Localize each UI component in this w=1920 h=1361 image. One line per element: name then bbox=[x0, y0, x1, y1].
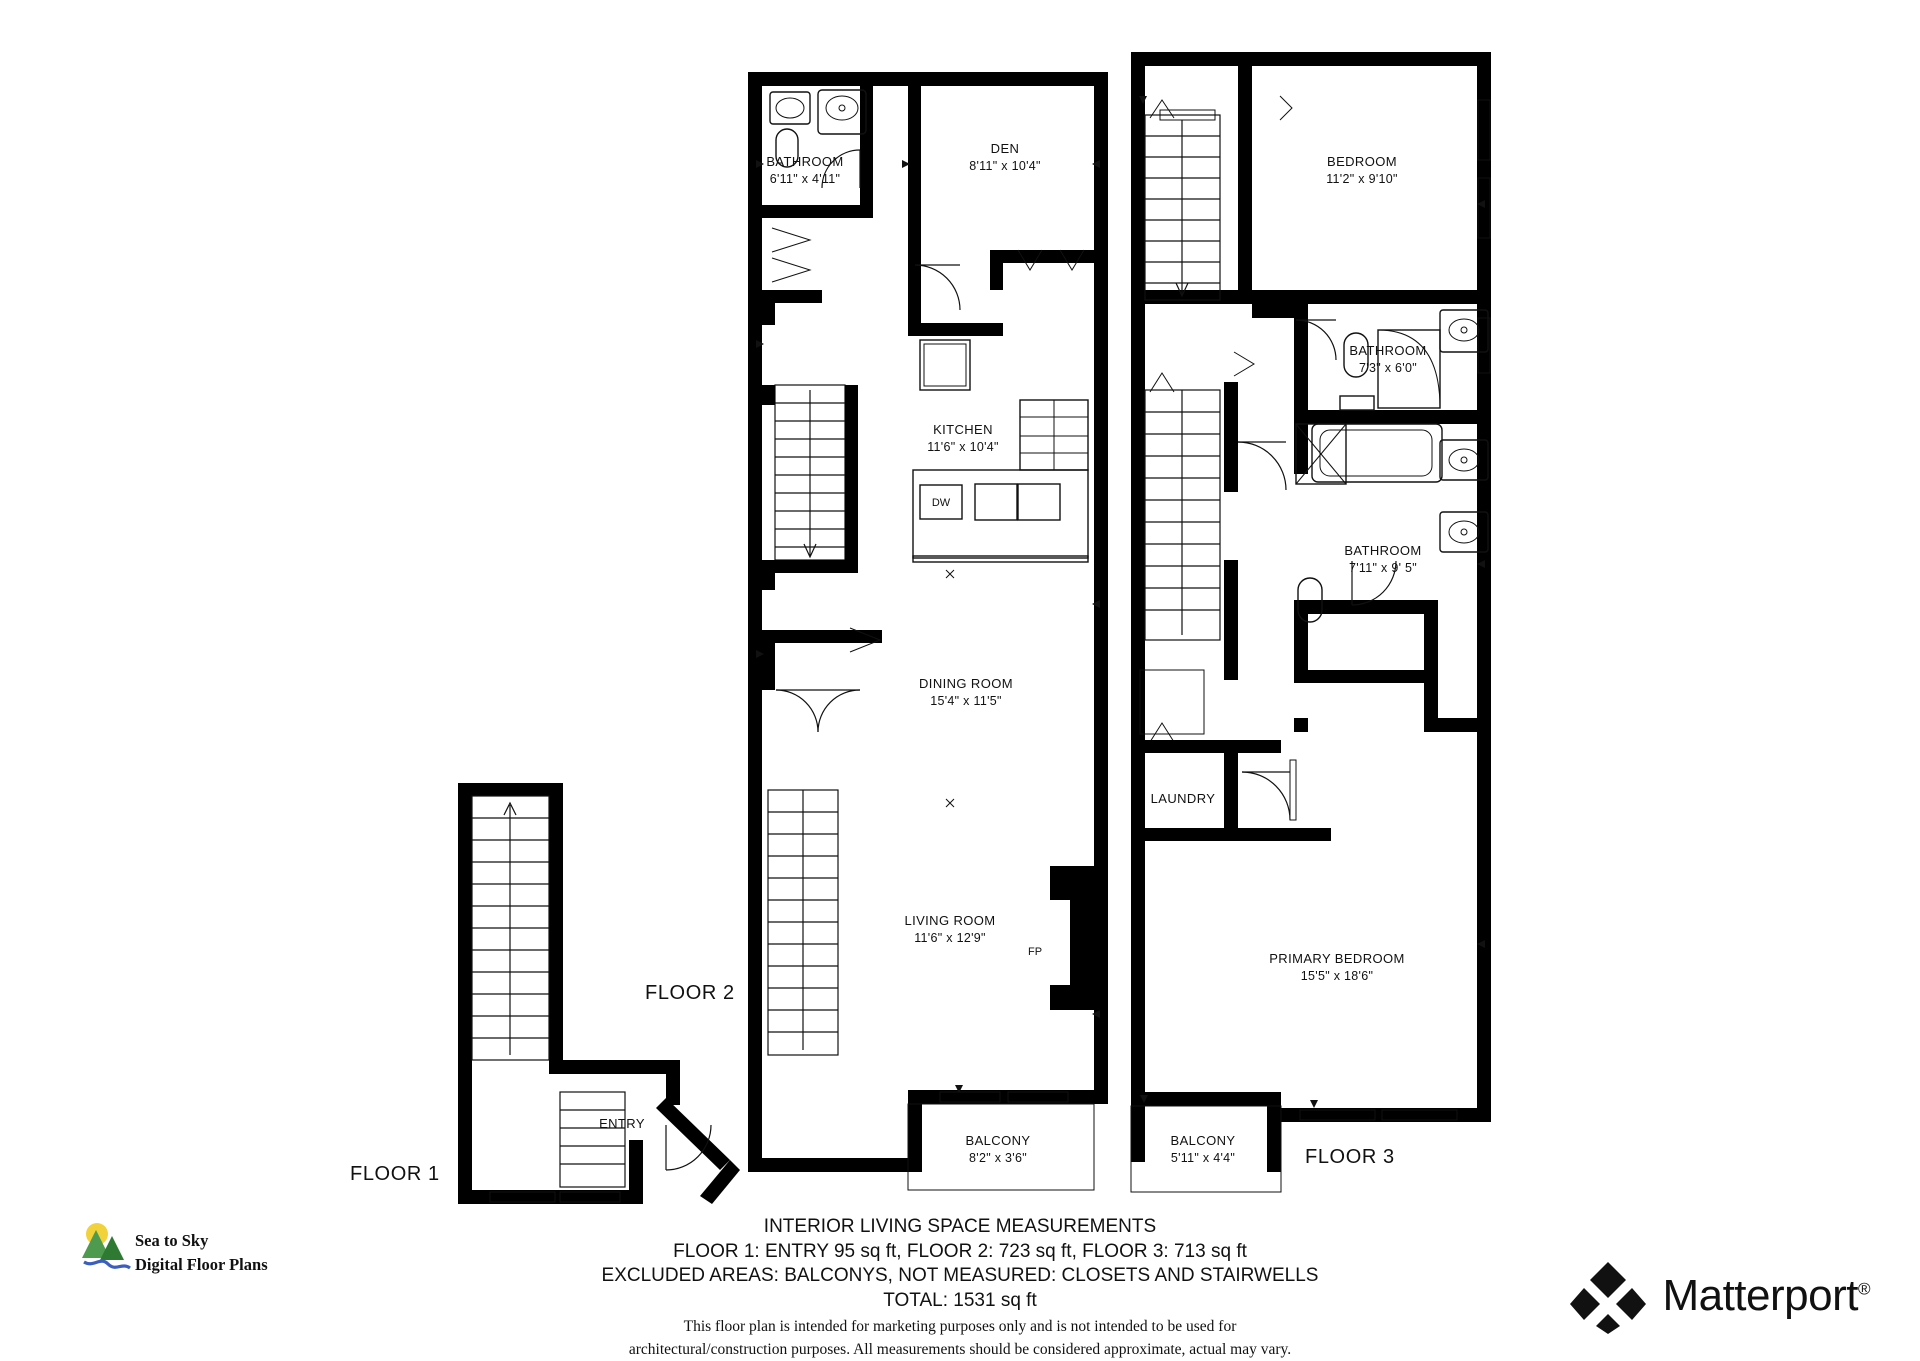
dim-living: 11'6" x 12'9" bbox=[914, 931, 986, 945]
sink-basin-1 bbox=[975, 484, 1017, 520]
f3-partition bbox=[1290, 760, 1296, 820]
f1-wall-mid bbox=[549, 1060, 679, 1074]
f1-wall-stair-right bbox=[549, 783, 563, 1073]
brand-line-1: Sea to Sky bbox=[135, 1231, 209, 1250]
dim-balcony-f2: 8'2" x 3'6" bbox=[969, 1151, 1027, 1165]
measurement-line-2: FLOOR 1: ENTRY 95 sq ft, FLOOR 2: 723 sq ft, FLOOR 3: 713 sq ft bbox=[673, 1240, 1247, 1262]
f3-balcony-wall bbox=[1267, 1092, 1281, 1172]
label-bathroom-f2: BATHROOM bbox=[766, 154, 844, 169]
measurement-line-4: TOTAL: 1531 sq ft bbox=[883, 1289, 1037, 1311]
label-floor2: FLOOR 2 bbox=[645, 982, 735, 1004]
dim-balcony-f3: 5'11" x 4'4" bbox=[1170, 1151, 1236, 1165]
f2-den-wall-bottom2 bbox=[990, 250, 1108, 263]
f2-left-jog-4 bbox=[762, 630, 882, 643]
sink-small-a bbox=[1340, 396, 1374, 410]
label-fireplace: FP bbox=[1027, 946, 1043, 958]
label-living: LIVING ROOM bbox=[904, 913, 996, 928]
f3-bathA-wall-bottom bbox=[1294, 410, 1491, 424]
dim-kitchen: 11'6" x 10'4" bbox=[927, 440, 999, 454]
counter-edge bbox=[913, 556, 1088, 562]
brand-line-2: Digital Floor Plans bbox=[135, 1255, 268, 1274]
sink-basin-2 bbox=[1018, 484, 1060, 520]
disclaimer-line-1: This floor plan is intended for marketing purposes only and is not intended to be used for bbox=[683, 1318, 1237, 1335]
f2-left-jog-2 bbox=[762, 290, 822, 303]
label-laundry: LAUNDRY bbox=[1150, 791, 1216, 806]
f3-laundry-wall-right bbox=[1224, 740, 1238, 828]
label-entry: ENTRY bbox=[599, 1116, 645, 1131]
f1-wall-right-lower bbox=[629, 1140, 643, 1204]
floor3-group bbox=[1131, 52, 1491, 1192]
f3-wall-right bbox=[1477, 52, 1491, 1122]
dim-dining: 15'4" x 11'5" bbox=[930, 694, 1002, 708]
label-dishwasher: DW bbox=[931, 497, 951, 509]
f2-wall-bottom-left bbox=[748, 1158, 908, 1172]
kitchen-island bbox=[913, 470, 1088, 558]
f3-bathB-wall-bottom bbox=[1294, 600, 1424, 614]
vanity-icon bbox=[818, 90, 866, 134]
f3-bedroom-wall-right bbox=[1238, 66, 1252, 304]
f3-laundry-wall-bottom bbox=[1131, 740, 1281, 753]
f2-bath-wall-bottom bbox=[762, 205, 872, 218]
f2-stair-wall-a bbox=[762, 385, 775, 405]
f1-entry-angle bbox=[656, 1098, 740, 1204]
registered-mark: ® bbox=[1857, 1279, 1870, 1299]
label-bathroom-f3-b: BATHROOM bbox=[1344, 543, 1422, 558]
f3-bedroom-wall-bottom bbox=[1131, 290, 1251, 304]
f1-wall-left bbox=[458, 783, 472, 1203]
f2-den-wall-left2 bbox=[908, 250, 921, 336]
sea-to-sky-logo bbox=[78, 1218, 338, 1298]
f3-wall-h3 bbox=[1294, 670, 1424, 683]
f3-bathA-wall-left bbox=[1294, 304, 1308, 424]
label-dining: DINING ROOM bbox=[919, 676, 1013, 691]
f3-staircase-lower bbox=[1145, 373, 1220, 742]
matterport-wordmark: Matterport bbox=[1662, 1271, 1858, 1320]
label-balcony-f3: BALCONY bbox=[1170, 1133, 1236, 1148]
floor2-group bbox=[645, 72, 1108, 1190]
f3-stair-wall-r bbox=[1224, 382, 1238, 492]
f2-wall-top bbox=[748, 72, 1108, 86]
f2-left-jog-6 bbox=[762, 630, 775, 690]
f3-wall-nub bbox=[1294, 718, 1308, 732]
f3-stair-wall-r2 bbox=[1224, 560, 1238, 680]
f1-wall-right-upper bbox=[666, 1060, 680, 1105]
f3-wall-top bbox=[1131, 52, 1491, 66]
f3-wall-h1 bbox=[1252, 290, 1491, 304]
matterport-logo bbox=[1570, 1258, 1870, 1334]
dim-bathroom-f3-a: 7'3" x 6'0" bbox=[1359, 361, 1417, 375]
f2-den-wall-bottom bbox=[908, 323, 1003, 336]
label-den: DEN bbox=[990, 141, 1020, 156]
label-primary: PRIMARY BEDROOM bbox=[1269, 951, 1405, 966]
f3-bathA-fixtures bbox=[1296, 310, 1488, 410]
f3-wall-bot-left bbox=[1131, 1092, 1281, 1106]
f2-wall-left bbox=[748, 72, 762, 1172]
label-balcony-f2: BALCONY bbox=[965, 1133, 1031, 1148]
label-bedroom: BEDROOM bbox=[1327, 154, 1397, 169]
dim-bathroom-f2: 6'11" x 4'11" bbox=[769, 172, 841, 186]
f3-wall-left bbox=[1131, 52, 1145, 1162]
label-floor1: FLOOR 1 bbox=[350, 1163, 440, 1185]
f3-staircase-upper bbox=[1145, 100, 1220, 300]
f2-stair-wall-b bbox=[845, 385, 858, 565]
label-floor3: FLOOR 3 bbox=[1305, 1146, 1395, 1168]
dim-bedroom: 11'2" x 9'10" bbox=[1326, 172, 1398, 186]
label-bathroom-f3-a: BATHROOM bbox=[1349, 343, 1427, 358]
f2-wall-right bbox=[1094, 72, 1108, 1104]
f2-staircase-lower bbox=[768, 790, 838, 1055]
f2-stair-wall-c bbox=[762, 560, 858, 573]
f3-closet-wall bbox=[1424, 600, 1438, 730]
f3-hall-wall bbox=[1131, 828, 1331, 841]
mountain-sun-icon bbox=[78, 1218, 134, 1284]
measurement-line-3: EXCLUDED AREAS: BALCONYS, NOT MEASURED: CLOSETS AND STAIRWELLS bbox=[601, 1265, 1319, 1286]
bathtub-icon-b bbox=[1312, 424, 1442, 482]
dim-den: 8'11" x 10'4" bbox=[969, 159, 1041, 173]
f3-bathA-wall-top bbox=[1252, 304, 1308, 318]
dim-bathroom-f3-b: 7'11" x 9' 5" bbox=[1348, 561, 1418, 575]
fridge-icon bbox=[920, 340, 970, 390]
f1-wall-top bbox=[458, 783, 563, 796]
dim-primary: 15'5" x 18'6" bbox=[1300, 969, 1374, 983]
measurement-line-1: INTERIOR LIVING SPACE MEASUREMENTS bbox=[763, 1216, 1157, 1237]
disclaimer-line-2: architectural/construction purposes. All measurements should be considered approximate, actual may vary. bbox=[628, 1341, 1292, 1358]
f2-staircase-upper bbox=[775, 385, 845, 560]
f3-bathB-fixtures bbox=[1296, 424, 1488, 622]
laundry-unit bbox=[1140, 670, 1204, 734]
f2-french-doors bbox=[776, 690, 860, 732]
matterport-mark-icon bbox=[1570, 1258, 1646, 1334]
f3-balcony-outline bbox=[1131, 1106, 1281, 1192]
f3-closet-wall-bottom bbox=[1424, 718, 1491, 732]
label-kitchen: KITCHEN bbox=[933, 422, 993, 437]
fireplace-mass bbox=[1050, 866, 1094, 1010]
